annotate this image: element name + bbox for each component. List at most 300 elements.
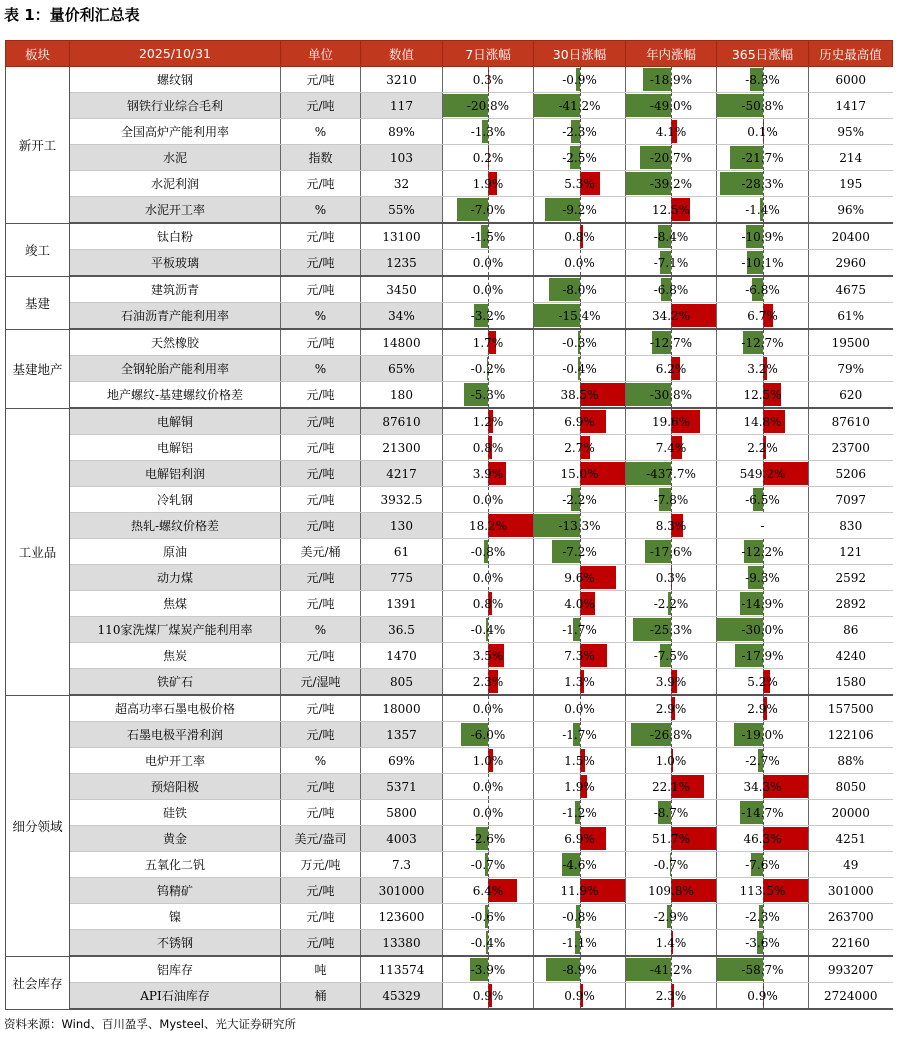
cell-ytd-change [626, 591, 717, 617]
cell-7d-change [443, 852, 534, 878]
cell-30d-change [534, 643, 626, 669]
cell-30d-change [534, 408, 626, 435]
cell-30d-change [534, 171, 626, 197]
table-row [6, 774, 893, 800]
cell-unit: 元/吨 [281, 487, 361, 513]
table-row [6, 956, 893, 983]
table-row [6, 513, 893, 539]
percent-text: -28.3% [741, 176, 784, 191]
sector-label: 工业品 [6, 408, 70, 695]
percent-text: -8.9% [562, 962, 597, 977]
cell-365d-change [717, 93, 809, 119]
percent-text: -2.5% [562, 150, 597, 165]
cell-365d-change [717, 487, 809, 513]
percent-text: -8.0% [562, 282, 597, 297]
percent-text: 0.3% [655, 570, 687, 585]
cell-value: 61 [361, 539, 443, 565]
cell-indicator-name: 石油沥青产能利用率 [70, 303, 281, 330]
percent-text: -30.0% [741, 622, 784, 637]
cell-indicator-name: 原油 [70, 539, 281, 565]
cell-value: 301000 [361, 878, 443, 904]
cell-365d-change [717, 774, 809, 800]
cell-unit: % [281, 303, 361, 330]
cell-365d-change [717, 119, 809, 145]
cell-ytd-change [626, 329, 717, 356]
cell-all-time-high: 2724000 [809, 983, 893, 1010]
cell-value: 34% [361, 303, 443, 330]
cell-30d-change [534, 565, 626, 591]
table-row [6, 669, 893, 696]
percent-text: 0.8% [472, 596, 504, 611]
cell-all-time-high: 214 [809, 145, 893, 171]
percent-text: 1.3% [564, 674, 595, 689]
cell-30d-change [534, 983, 626, 1010]
cell-unit: 元/吨 [281, 800, 361, 826]
percent-text: -14.7% [741, 805, 784, 820]
cell-indicator-name: 五氧化二钒 [70, 852, 281, 878]
cell-all-time-high: 301000 [809, 878, 893, 904]
cell-indicator-name: 天然橡胶 [70, 329, 281, 356]
cell-ytd-change [626, 800, 717, 826]
cell-all-time-high: 79% [809, 356, 893, 382]
cell-ytd-change [626, 774, 717, 800]
cell-365d-change [717, 748, 809, 774]
cell-indicator-name: 超高功率石墨电极价格 [70, 695, 281, 722]
percent-text: 113.5% [739, 883, 786, 898]
table-title: 表 1：量价利汇总表 [4, 6, 140, 24]
table-row [6, 852, 893, 878]
cell-indicator-name: 全钢轮胎产能利用率 [70, 356, 281, 382]
table-row [6, 539, 893, 565]
cell-all-time-high: 5206 [809, 461, 893, 487]
cell-unit: 桶 [281, 983, 361, 1010]
table-row [6, 461, 893, 487]
percent-text: -0.8% [470, 544, 506, 559]
cell-indicator-name: 钢铁行业综合毛利 [70, 93, 281, 119]
cell-unit: 元/吨 [281, 461, 361, 487]
cell-ytd-change [626, 565, 717, 591]
table-row [6, 591, 893, 617]
percent-text: -9.3% [745, 570, 780, 585]
cell-indicator-name: 预焙阳极 [70, 774, 281, 800]
cell-7d-change [443, 461, 534, 487]
cell-30d-change [534, 223, 626, 250]
cell-indicator-name: 不锈钢 [70, 930, 281, 957]
cell-ytd-change [626, 722, 717, 748]
percent-text: -12.2% [741, 544, 784, 559]
percent-text: -7.5% [653, 648, 689, 663]
percent-text: 6.7% [747, 308, 778, 323]
cell-all-time-high: 6000 [809, 67, 893, 93]
percent-text: -25.3% [649, 622, 693, 637]
percent-text: -10.9% [741, 229, 784, 244]
percent-text: 51.7% [651, 831, 691, 846]
percent-text: 4.0% [564, 596, 595, 611]
cell-indicator-name: 铁矿石 [70, 669, 281, 696]
percent-text: 0.0% [472, 570, 504, 585]
cell-value: 1357 [361, 722, 443, 748]
cell-all-time-high: 7097 [809, 487, 893, 513]
cell-value: 3210 [361, 67, 443, 93]
cell-365d-change [717, 329, 809, 356]
cell-all-time-high: 61% [809, 303, 893, 330]
cell-all-time-high: 22160 [809, 930, 893, 957]
table-row [6, 93, 893, 119]
cell-indicator-name: 水泥开工率 [70, 197, 281, 224]
cell-value: 5800 [361, 800, 443, 826]
cell-unit: 元/吨 [281, 250, 361, 277]
cell-value: 89% [361, 119, 443, 145]
cell-indicator-name: 110家洗煤厂煤炭产能利用率 [70, 617, 281, 643]
cell-30d-change [534, 461, 626, 487]
sector-label: 基建地产 [6, 329, 70, 408]
percent-text: 0.9% [564, 988, 595, 1003]
percent-text: -15.4% [558, 308, 601, 323]
header-ytd-change: 年内涨幅 [626, 41, 717, 67]
cell-value: 18000 [361, 695, 443, 722]
cell-365d-change [717, 591, 809, 617]
cell-7d-change [443, 722, 534, 748]
cell-value: 113574 [361, 956, 443, 983]
header-unit: 单位 [281, 41, 361, 67]
cell-value: 69% [361, 748, 443, 774]
cell-ytd-change [626, 904, 717, 930]
cell-indicator-name: 镍 [70, 904, 281, 930]
cell-ytd-change [626, 435, 717, 461]
percent-text: -7.0% [470, 202, 506, 217]
cell-30d-change [534, 67, 626, 93]
table-row [6, 722, 893, 748]
percent-text: -6.8% [745, 282, 780, 297]
percent-text: 22.1% [651, 779, 691, 794]
percent-text: -8.7% [653, 805, 689, 820]
cell-all-time-high: 95% [809, 119, 893, 145]
cell-30d-change [534, 250, 626, 277]
percent-text: 0.2% [472, 150, 504, 165]
cell-indicator-name: 电炉开工率 [70, 748, 281, 774]
cell-all-time-high: 86 [809, 617, 893, 643]
cell-7d-change [443, 904, 534, 930]
cell-7d-change [443, 774, 534, 800]
percent-text: -0.8% [562, 909, 597, 924]
cell-30d-change [534, 878, 626, 904]
cell-unit: 元/吨 [281, 329, 361, 356]
cell-365d-change [717, 852, 809, 878]
percent-text: -30.8% [649, 387, 693, 402]
cell-indicator-name: 水泥利润 [70, 171, 281, 197]
percent-text: 34.2% [651, 308, 691, 323]
table-row [6, 382, 893, 409]
cell-indicator-name: 全国高炉产能利用率 [70, 119, 281, 145]
cell-indicator-name: 冷轧钢 [70, 487, 281, 513]
cell-ytd-change [626, 356, 717, 382]
percent-text: 38.5% [560, 387, 599, 402]
cell-7d-change [443, 145, 534, 171]
percent-text: 14.8% [743, 414, 782, 429]
cell-value: 13380 [361, 930, 443, 957]
percent-text: -50.8% [741, 98, 784, 113]
cell-ytd-change [626, 119, 717, 145]
percent-text: -0.2% [470, 361, 506, 376]
percent-text: 9.6% [564, 570, 595, 585]
cell-365d-change [717, 800, 809, 826]
cell-all-time-high: 122106 [809, 722, 893, 748]
cell-all-time-high: 2892 [809, 591, 893, 617]
percent-text: -1.2% [562, 805, 597, 820]
cell-30d-change [534, 276, 626, 303]
cell-value: 3932.5 [361, 487, 443, 513]
percent-text: 7.4% [655, 440, 687, 455]
percent-text: -7.8% [653, 492, 689, 507]
cell-30d-change [534, 435, 626, 461]
cell-7d-change [443, 930, 534, 957]
cell-indicator-name: 平板玻璃 [70, 250, 281, 277]
percent-text: 15.0% [560, 466, 599, 481]
cell-30d-change [534, 93, 626, 119]
cell-all-time-high: 88% [809, 748, 893, 774]
cell-value: 103 [361, 145, 443, 171]
cell-7d-change [443, 197, 534, 224]
cell-unit: % [281, 356, 361, 382]
cell-365d-change [717, 303, 809, 330]
cell-value: 87610 [361, 408, 443, 435]
percent-text: 0.0% [472, 701, 504, 716]
percent-text: 4.1% [655, 124, 687, 139]
cell-365d-change [717, 722, 809, 748]
cell-unit: 元/吨 [281, 774, 361, 800]
cell-365d-change [717, 461, 809, 487]
cell-365d-change [717, 643, 809, 669]
cell-unit: 万元/吨 [281, 852, 361, 878]
cell-7d-change [443, 487, 534, 513]
percent-text: 8.3% [655, 518, 687, 533]
cell-all-time-high: 19500 [809, 329, 893, 356]
cell-ytd-change [626, 513, 717, 539]
cell-all-time-high: 4251 [809, 826, 893, 852]
cell-ytd-change [626, 539, 717, 565]
cell-ytd-change [626, 276, 717, 303]
cell-365d-change [717, 669, 809, 696]
cell-365d-change [717, 878, 809, 904]
table-row [6, 826, 893, 852]
cell-30d-change [534, 487, 626, 513]
percent-text: -0.3% [562, 335, 597, 350]
cell-ytd-change [626, 408, 717, 435]
cell-ytd-change [626, 67, 717, 93]
cell-unit: % [281, 748, 361, 774]
table-row [6, 356, 893, 382]
percent-text: 0.0% [472, 255, 504, 270]
percent-text: -7.1% [653, 255, 689, 270]
table-row [6, 904, 893, 930]
cell-indicator-name: API石油库存 [70, 983, 281, 1010]
percent-text: 1.4% [655, 935, 687, 950]
percent-text: -12.7% [741, 335, 784, 350]
table-row [6, 303, 893, 330]
percent-text: -1.7% [562, 727, 597, 742]
cell-ytd-change [626, 669, 717, 696]
cell-7d-change [443, 223, 534, 250]
cell-365d-change [717, 408, 809, 435]
percent-text: -26.8% [649, 727, 693, 742]
cell-7d-change [443, 67, 534, 93]
cell-indicator-name: 石墨电极平滑利润 [70, 722, 281, 748]
percent-text: 2.9% [655, 701, 687, 716]
percent-text: 2.7% [564, 440, 595, 455]
cell-all-time-high: 157500 [809, 695, 893, 722]
cell-unit: 指数 [281, 145, 361, 171]
cell-7d-change [443, 513, 534, 539]
cell-7d-change [443, 591, 534, 617]
cell-value: 4217 [361, 461, 443, 487]
cell-ytd-change [626, 171, 717, 197]
cell-30d-change [534, 956, 626, 983]
cell-unit: 元/吨 [281, 435, 361, 461]
cell-all-time-high: 23700 [809, 435, 893, 461]
summary-table [5, 40, 893, 1010]
percent-text: 0.1% [747, 124, 778, 139]
cell-7d-change [443, 303, 534, 330]
cell-all-time-high: 96% [809, 197, 893, 224]
cell-unit: 吨 [281, 956, 361, 983]
percent-text: -0.7% [653, 857, 689, 872]
cell-ytd-change [626, 852, 717, 878]
cell-unit: 元/吨 [281, 276, 361, 303]
cell-unit: % [281, 617, 361, 643]
percent-text: -2.7% [745, 753, 780, 768]
percent-text: -2.9% [653, 909, 689, 924]
percent-text: -3.6% [745, 935, 780, 950]
sector-label: 竣工 [6, 223, 70, 276]
percent-text: -12.7% [649, 335, 693, 350]
cell-30d-change [534, 591, 626, 617]
cell-30d-change [534, 826, 626, 852]
cell-all-time-high: 263700 [809, 904, 893, 930]
cell-30d-change [534, 382, 626, 409]
cell-ytd-change [626, 145, 717, 171]
percent-text: 0.0% [472, 805, 504, 820]
cell-7d-change [443, 356, 534, 382]
cell-value: 775 [361, 565, 443, 591]
cell-ytd-change [626, 303, 717, 330]
percent-text: -58.7% [741, 962, 784, 977]
percent-text: 0.0% [564, 255, 595, 270]
table-row [6, 145, 893, 171]
cell-indicator-name: 水泥 [70, 145, 281, 171]
percent-text: -0.6% [470, 909, 506, 924]
cell-all-time-high: 121 [809, 539, 893, 565]
percent-text: 0.3% [472, 72, 504, 87]
percent-text: 1.0% [655, 753, 687, 768]
cell-value: 21300 [361, 435, 443, 461]
cell-ytd-change [626, 956, 717, 983]
cell-indicator-name: 地产螺纹-基建螺纹价格差 [70, 382, 281, 409]
cell-365d-change [717, 956, 809, 983]
cell-unit: 美元/桶 [281, 539, 361, 565]
cell-7d-change [443, 983, 534, 1010]
cell-7d-change [443, 956, 534, 983]
cell-365d-change [717, 250, 809, 277]
cell-all-time-high: 20400 [809, 223, 893, 250]
percent-text: 1.0% [472, 753, 504, 768]
cell-value: 13100 [361, 223, 443, 250]
cell-ytd-change [626, 250, 717, 277]
percent-text: -1.3% [470, 124, 506, 139]
cell-unit: 元/吨 [281, 722, 361, 748]
percent-text: -8.4% [653, 229, 689, 244]
cell-ytd-change [626, 695, 717, 722]
cell-value: 130 [361, 513, 443, 539]
cell-ytd-change [626, 617, 717, 643]
cell-7d-change [443, 800, 534, 826]
cell-all-time-high: 20000 [809, 800, 893, 826]
cell-365d-change [717, 382, 809, 409]
percent-text: 2.9% [747, 701, 778, 716]
cell-value: 14800 [361, 329, 443, 356]
cell-7d-change [443, 171, 534, 197]
cell-indicator-name: 铝库存 [70, 956, 281, 983]
cell-365d-change [717, 565, 809, 591]
percent-text: 6.2% [655, 361, 687, 376]
cell-unit: 元/吨 [281, 591, 361, 617]
table-row [6, 197, 893, 224]
cell-unit: 元/吨 [281, 67, 361, 93]
table-row [6, 276, 893, 303]
percent-text: -39.2% [649, 176, 693, 191]
cell-all-time-high: 993207 [809, 956, 893, 983]
percent-text: 34.3% [743, 779, 782, 794]
header-all-time-high: 历史最高值 [809, 41, 893, 67]
percent-text: -6.0% [470, 727, 506, 742]
cell-unit: 元/吨 [281, 904, 361, 930]
percent-text: -20.8% [466, 98, 510, 113]
cell-ytd-change [626, 878, 717, 904]
cell-value: 3450 [361, 276, 443, 303]
cell-365d-change [717, 171, 809, 197]
table-row [6, 119, 893, 145]
cell-365d-change [717, 67, 809, 93]
cell-365d-change [717, 513, 809, 539]
cell-7d-change [443, 382, 534, 409]
header-sector: 板块 [6, 41, 70, 67]
cell-30d-change [534, 722, 626, 748]
cell-unit: 元/吨 [281, 643, 361, 669]
percent-text: 5.3% [564, 176, 595, 191]
cell-unit: 元/吨 [281, 878, 361, 904]
percent-text: -1.4% [745, 202, 780, 217]
table-row [6, 67, 893, 93]
cell-365d-change [717, 904, 809, 930]
cell-7d-change [443, 643, 534, 669]
table-row [6, 930, 893, 957]
percent-text: 19.6% [651, 414, 691, 429]
percent-text: -6.5% [745, 492, 780, 507]
cell-all-time-high: 830 [809, 513, 893, 539]
percent-text: -2.2% [562, 492, 597, 507]
sector-label: 细分领域 [6, 695, 70, 956]
header-365d-change: 365日涨幅 [717, 41, 809, 67]
cell-indicator-name: 电解铝 [70, 435, 281, 461]
percent-text: 6.4% [472, 883, 504, 898]
percent-text: -4.6% [562, 857, 597, 872]
percent-text: 3.2% [747, 361, 778, 376]
cell-30d-change [534, 356, 626, 382]
percent-text: 1.5% [564, 753, 595, 768]
percent-text: -0.4% [562, 361, 597, 376]
cell-30d-change [534, 197, 626, 224]
percent-text: 2.3% [472, 674, 504, 689]
table-row [6, 983, 893, 1010]
